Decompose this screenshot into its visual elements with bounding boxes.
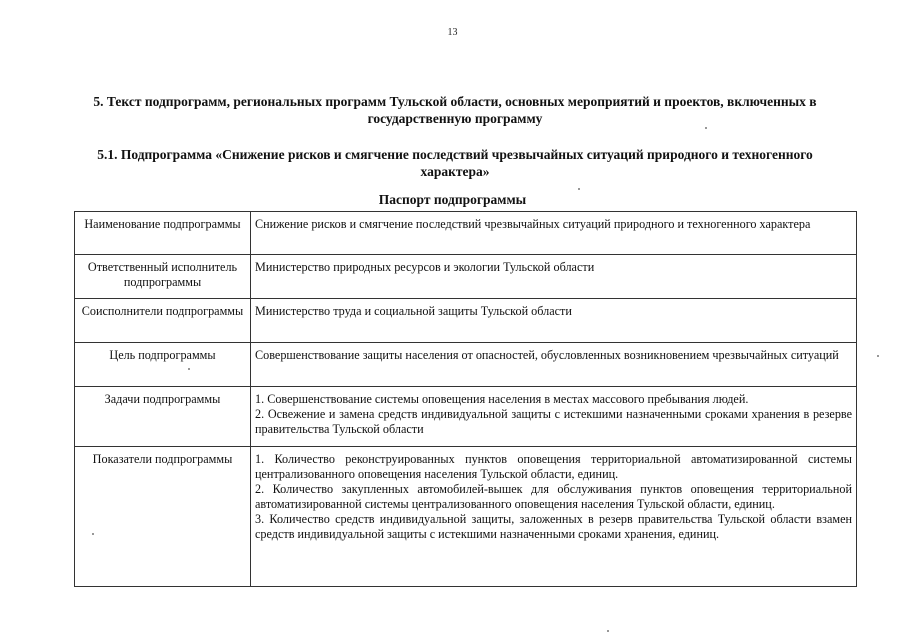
table-row [75, 212, 857, 255]
table-row [75, 447, 857, 587]
subprogram-heading: 5.1. Подпрограмма «Снижение рисков и смягчение последствий чрезвычайных ситуаций природного и техногенного характера» [97, 147, 813, 179]
value-paragraph: 1. Количество реконструированных пунктов оповещения территориальной автоматизированной системы централизованного оповещения населения Тульской области, единиц. [255, 452, 852, 481]
row-label: Наименование подпрограммы [75, 212, 251, 255]
value-paragraph: 3. Количество средств индивидуальной защиты, заложенных в резерв правительства Тульской области взамен средств индивидуальной защиты с истекшими назначенными сроками хранения, единиц. [255, 512, 852, 541]
value-paragraph: 1. Совершенствование системы оповещения населения в местах массового пребывания людей. [255, 392, 749, 406]
table-row [75, 387, 857, 447]
row-label: Задачи подпрограммы [75, 387, 251, 447]
table-row [75, 343, 857, 387]
passport-table [74, 211, 857, 587]
row-value [251, 212, 857, 255]
row-value [251, 387, 857, 447]
scan-speck [877, 355, 879, 357]
scan-speck [92, 533, 94, 535]
value-paragraph: Министерство труда и социальной защиты Тульской области [255, 304, 572, 318]
value-paragraph: Снижение рисков и смягчение последствий чрезвычайных ситуаций природного и техногенного характера [255, 217, 811, 231]
row-value [251, 447, 857, 587]
scan-speck [607, 630, 609, 632]
scan-speck [188, 368, 190, 370]
row-value [251, 255, 857, 299]
row-label: Показатели подпрограммы [75, 447, 251, 587]
value-paragraph: 2. Освежение и замена средств индивидуальной защиты с истекшими назначенными сроками хранения в резерве правительства Тульской области [255, 407, 852, 436]
table-row [75, 299, 857, 343]
row-label: Цель подпрограммы [75, 343, 251, 387]
row-label: Ответственный исполнитель подпрограммы [75, 255, 251, 299]
row-value [251, 343, 857, 387]
page-number: 13 [447, 27, 458, 38]
scan-speck [705, 127, 707, 129]
passport-title: Паспорт подпрограммы [378, 192, 527, 207]
value-paragraph: 2. Количество закупленных автомобилей-вышек для обслуживания пунктов оповещения территориальной автоматизированной системы централизованного оповещения населения Тульской области, единиц. [255, 482, 852, 511]
row-value [251, 299, 857, 343]
table-row [75, 255, 857, 299]
row-label: Соисполнители подпрограммы [75, 299, 251, 343]
section-heading: 5. Текст подпрограмм, региональных программ Тульской области, основных мероприятий и проектов, включенных в государственную программу [93, 94, 817, 126]
value-paragraph: Министерство природных ресурсов и экологии Тульской области [255, 260, 595, 274]
scan-speck [578, 188, 580, 190]
value-paragraph: Совершенствование защиты населения от опасностей, обусловленных возникновением чрезвычайных ситуаций [255, 348, 839, 362]
